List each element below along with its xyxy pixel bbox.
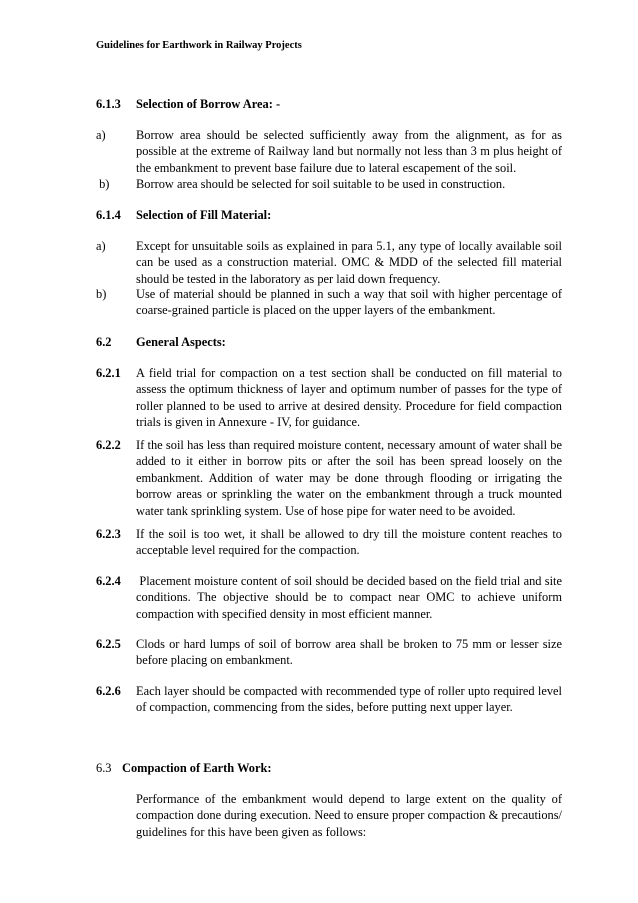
paragraph-6-2-3 [96, 526, 562, 559]
list-item [96, 238, 562, 287]
section-6-2-heading [96, 334, 562, 350]
section-title: General Aspects: [136, 335, 226, 349]
paragraph-6-2-2 [96, 437, 562, 519]
paragraph-text: Performance of the embankment would depend to large extent on the quality of compaction done during execution. Need to ensure proper compaction & precautions/ guidelines for this have been given as follows: [136, 792, 562, 839]
paragraph-6-2-6 [96, 683, 562, 716]
item-label: b) [96, 287, 107, 301]
paragraph-6-2-5 [96, 636, 562, 669]
paragraph-number: 6.2.6 [96, 684, 121, 698]
paragraph-number: 6.2.2 [96, 438, 121, 452]
paragraph-number: 6.2.4 [96, 574, 121, 588]
section-title: Selection of Fill Material: [136, 208, 272, 222]
paragraph-text: A field trial for compaction on a test section shall be conducted on fill material to assess the optimum thickness of layer and optimum number of passes for the type of roller planned to be used to arrive at desired density. Procedure for field compaction trials is given in Annexure - IV, for guidance. [136, 366, 562, 430]
item-label: a) [96, 128, 106, 142]
paragraph-text: If the soil is too wet, it shall be allowed to dry till the moisture content reaches to acceptable level required for the compaction. [136, 527, 562, 558]
paragraph-number: 6.2.5 [96, 637, 121, 651]
section-6-3-heading [96, 760, 562, 776]
section-6-1-4-heading [96, 207, 562, 223]
paragraph-number: 6.2.3 [96, 527, 121, 541]
paragraph-number: 6.2.1 [96, 366, 121, 380]
section-number: 6.1.4 [96, 208, 121, 222]
list-item [96, 176, 562, 192]
paragraph-text: If the soil has less than required moisture content, necessary amount of water shall be added to it either in borrow pits or after the soil has been spread loosely on the embankment. Addition of water may be done through flooding or irrigating the borrow areas or sprinkling the water on the embankment through a truck mounted water tank sprinkling system. Use of hose pipe for water need to be avoided. [136, 438, 562, 518]
item-text: Borrow area should be selected for soil suitable to be used in construction. [136, 177, 506, 191]
item-label: a) [96, 239, 106, 253]
section-6-1-3-heading [96, 96, 562, 112]
section-number: 6.1.3 [96, 97, 121, 111]
item-text: Use of material should be planned in such a way that soil with higher percentage of coarse-grained particle is placed on the upper layers of the embankment. [136, 287, 562, 318]
paragraph-text: Each layer should be compacted with recommended type of roller upto required level of compaction, commencing from the sides, before putting next upper layer. [136, 684, 562, 715]
section-title: Selection of Borrow Area: - [136, 97, 281, 111]
paragraph-6-2-1 [96, 365, 562, 431]
item-text: Except for unsuitable soils as explained in para 5.1, any type of locally available soil can be used as a construction material. OMC & MDD of the selected fill material should be tested in the laboratory as per laid down frequency. [136, 239, 562, 286]
paragraph-text: Placement moisture content of soil should be decided based on the field trial and site conditions. The objective should be to compact near OMC to achieve uniform compaction with specified density in most efficient manner. [136, 574, 566, 621]
item-label: b) [96, 177, 110, 191]
item-text: Borrow area should be selected sufficiently away from the alignment, as for as possible at the extreme of Railway land but normally not less than 3 m plus height of the embankment to prevent base failure due to lateral escapement of the soil. [136, 128, 562, 175]
list-item [96, 286, 562, 319]
page-header: Guidelines for Earthwork in Railway Projects [96, 40, 302, 51]
list-item [96, 127, 562, 176]
section-number: 6.2 [96, 335, 112, 349]
section-6-3-body [96, 791, 562, 840]
paragraph-6-2-4 [96, 573, 566, 622]
section-title: Compaction of Earth Work: [122, 761, 272, 775]
section-number: 6.3 [96, 761, 112, 775]
paragraph-text: Clods or hard lumps of soil of borrow area shall be broken to 75 mm or lesser size before placing on embankment. [136, 637, 562, 668]
